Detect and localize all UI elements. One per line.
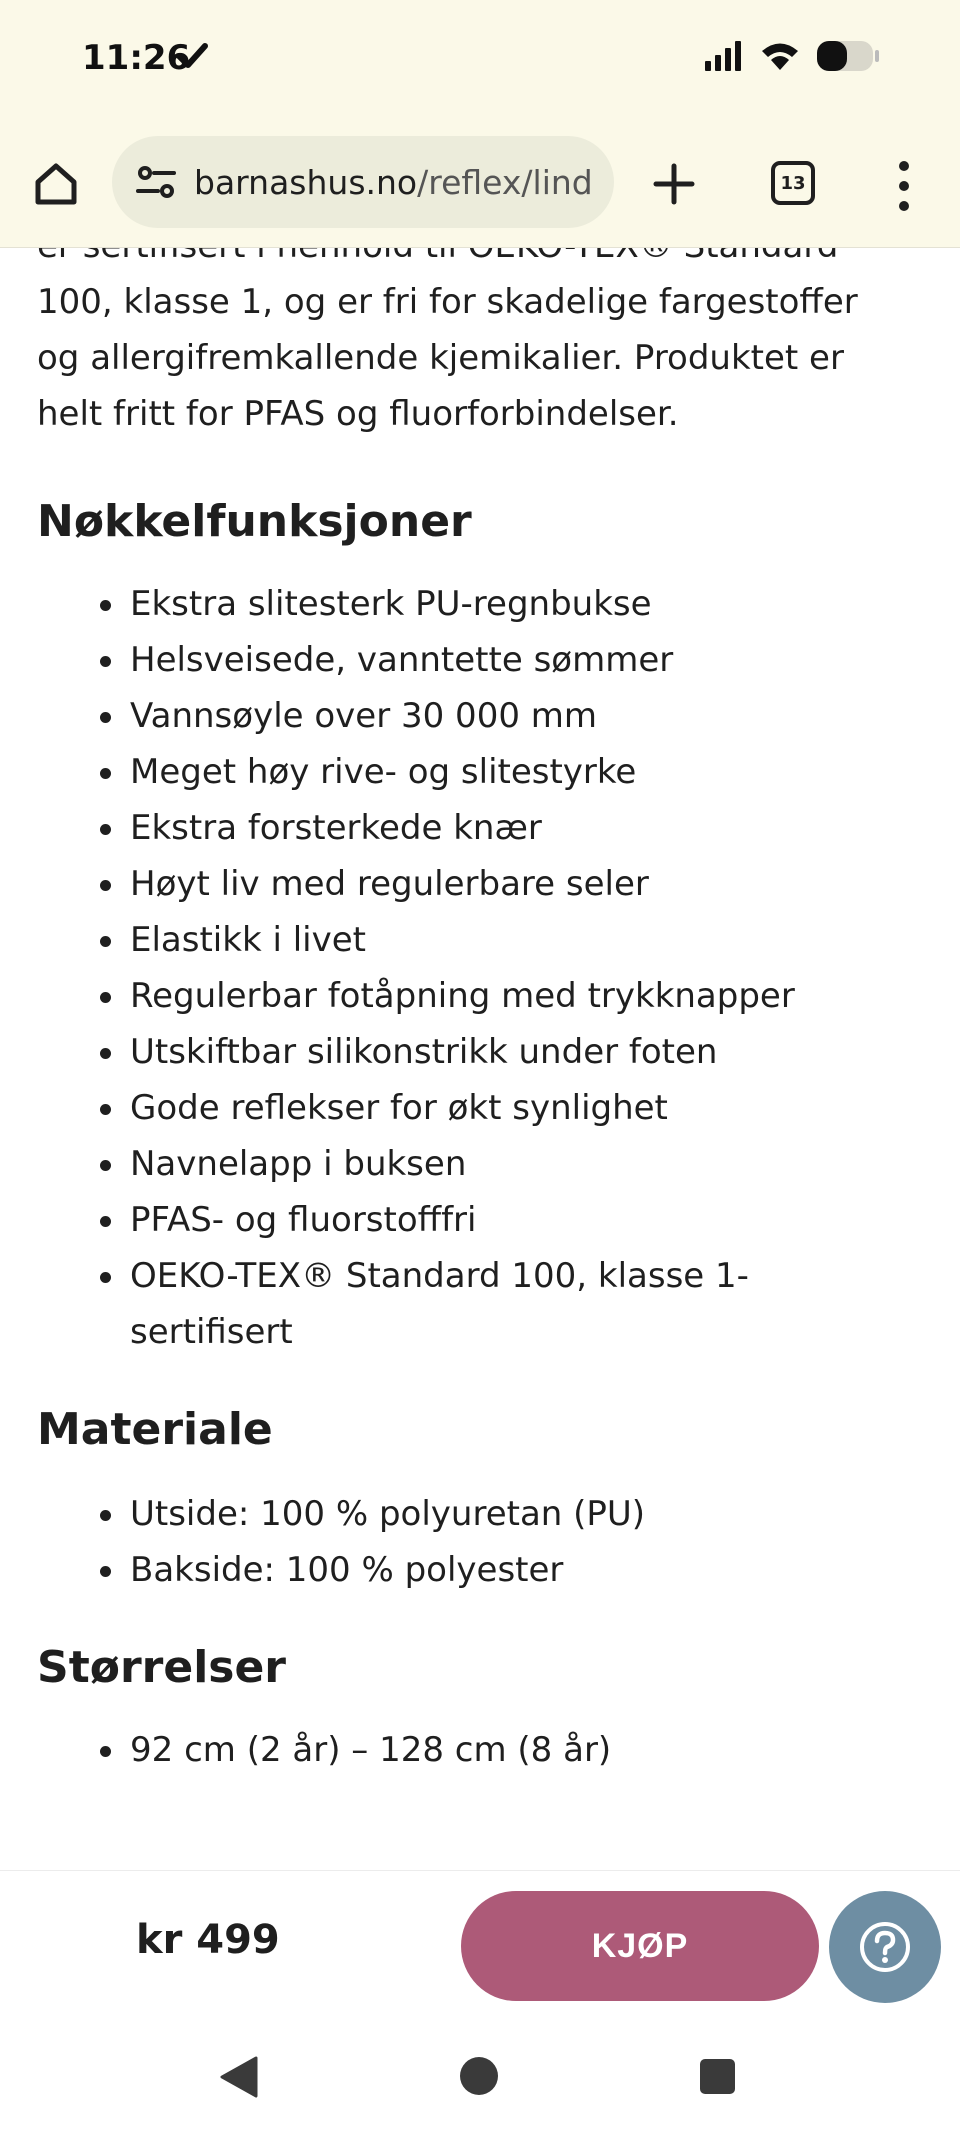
signal-icon (704, 41, 744, 71)
more-vert-icon[interactable] (886, 158, 922, 214)
material-list (37, 1486, 927, 1598)
wifi-icon (760, 41, 800, 71)
material-heading: Materiale (37, 1404, 273, 1455)
list-item: 92 cm (2 år) – 128 cm (8 år) (37, 1722, 927, 1778)
buy-bar (0, 1870, 960, 2005)
list-item: Bakside: 100 % polyester (37, 1542, 927, 1598)
intro-paragraph (37, 218, 927, 442)
recent-apps-icon[interactable] (700, 2059, 735, 2094)
new-tab-icon[interactable] (648, 158, 700, 210)
sizes-heading: Størrelser (37, 1642, 287, 1693)
browser-chrome (0, 0, 960, 248)
buy-button[interactable]: KJØP (461, 1891, 819, 2001)
page-content[interactable] (0, 248, 960, 1870)
list-item: Høyt liv med regulerbare seler (37, 856, 927, 912)
tab-count: 13 (780, 172, 806, 194)
status-time: 11:26 (82, 38, 191, 78)
product-description (37, 218, 927, 1778)
site-settings-icon[interactable] (134, 160, 178, 204)
help-button[interactable] (829, 1891, 941, 2003)
list-item: Ekstra slitesterk PU-regnbukse (37, 576, 927, 632)
intro-line: og allergifremkallende kjemikalier. Produktet er (37, 338, 844, 378)
system-nav-bar (0, 2005, 960, 2133)
list-item: Gode reflekser for økt synlighet (37, 1080, 927, 1136)
list-item: Utside: 100 % polyuretan (PU) (37, 1486, 927, 1542)
address-bar[interactable] (112, 136, 614, 228)
nav-home-icon[interactable] (460, 2057, 498, 2095)
list-item: Navnelapp i buksen (37, 1136, 927, 1192)
price: kr 499 (136, 1917, 280, 1963)
list-item: Elastikk i livet (37, 912, 927, 968)
features-heading: Nøkkelfunksjoner (37, 496, 472, 547)
url-text (194, 163, 593, 202)
sizes-list (37, 1722, 927, 1778)
intro-line: 100, klasse 1, og er fri for skadelige fargestoffer (37, 282, 858, 322)
list-item-continuation: sertifisert (130, 1312, 293, 1352)
list-item: Regulerbar fotåpning med trykknapper (37, 968, 927, 1024)
features-list (37, 576, 927, 1360)
list-item: Meget høy rive- og slitestyrke (37, 744, 927, 800)
help-icon (857, 1919, 913, 1975)
list-item: Utskiftbar silikonstrikk under foten (37, 1024, 927, 1080)
tab-switcher-button[interactable] (771, 161, 815, 205)
back-icon[interactable] (218, 2055, 260, 2099)
list-item: OEKO-TEX® Standard 100, klasse 1- (37, 1248, 927, 1304)
status-icons (704, 40, 880, 72)
home-icon[interactable] (30, 158, 82, 210)
url-host: barnashus.no (194, 162, 418, 202)
list-item: Vannsøyle over 30 000 mm (37, 688, 927, 744)
list-item: Ekstra forsterkede knær (37, 800, 927, 856)
battery-icon (816, 40, 880, 72)
checkmark-icon (176, 42, 208, 70)
list-item: PFAS- og fluorstofffri (37, 1192, 927, 1248)
url-path: /reflex/lind (417, 162, 593, 202)
intro-line: helt fritt for PFAS og fluorforbindelser. (37, 394, 679, 434)
list-item: Helsveisede, vanntette sømmer (37, 632, 927, 688)
